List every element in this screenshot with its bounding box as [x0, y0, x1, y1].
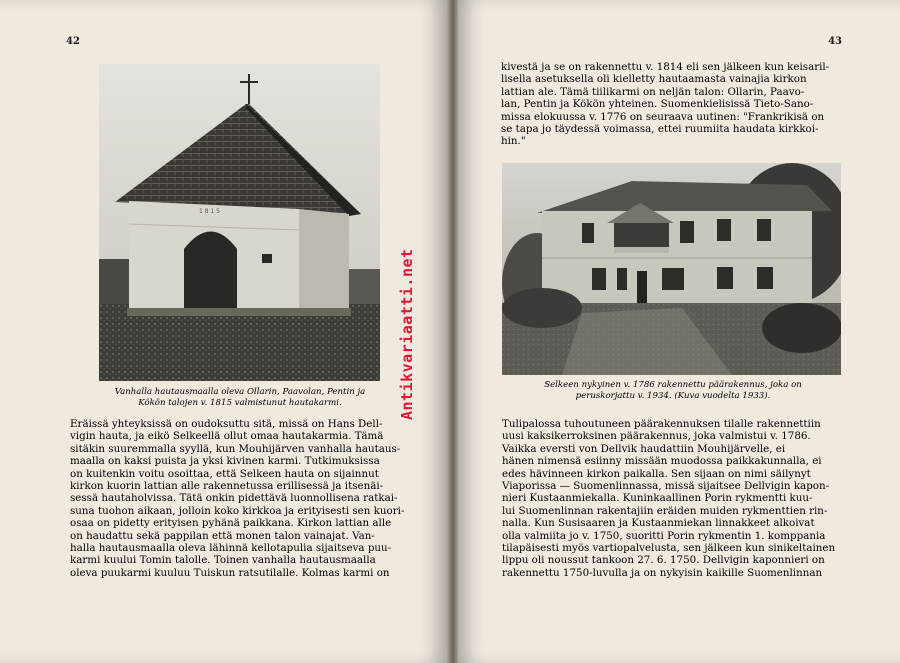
text-line: hin." — [501, 135, 526, 148]
text-line: on haudattu sekä pappilan että monen talon vainajat. Van- — [70, 529, 375, 542]
chapel-photo-drawing — [99, 64, 380, 381]
text-line: Tulipalossa tuhoutuneen päärakennuksen tilalle rakennettiin — [502, 418, 821, 430]
text-line: Eräissä yhteyksissä on oudoksuttu sitä, missä on Hans Dell- — [70, 418, 383, 430]
watermark: Antikvariaatti.net — [398, 248, 416, 420]
right-top-paragraph — [501, 61, 842, 148]
text-line: nalla. Kun Susisaaren ja Kustaanmiekan linnakkeet alkoivat — [502, 517, 815, 530]
text-line: rakennettu 1750-luvulla ja on nykyisin kaikille Suomenlinnan — [502, 566, 823, 579]
text-line: nieri Kustaanmiekalla. Kuninkaallinen Porin rykmentti kuu- — [502, 492, 813, 505]
text-line: se tapa jo täydessä voimassa, ettei ruumiita haudata kirkkoi- — [501, 123, 819, 136]
text-line: Vaikka eversti von Dellvik haudattiin Mouhijärvelle, ei — [502, 442, 786, 455]
caption-line: peruskorjattu v. 1934. (Kuva vuodelta 1933). — [575, 391, 771, 402]
caption-line: Selkeen nykyinen v. 1786 rakennettu päärakennus, joka on — [544, 380, 802, 390]
text-line: maalla on kaksi puista ja yksi kivinen karmi. Tutkimuksissa — [70, 455, 380, 468]
text-line: lippu oli noussut tankoon 27. 6. 1750. Dellvigin kaponnieri on — [502, 554, 825, 567]
text-line: hänen nimensä esiinny missään muodossa paikkakunnalla, ei — [502, 455, 822, 468]
text-line: kivestä ja se on rakennettu v. 1814 eli sen jälkeen kun keisaril- — [501, 61, 830, 73]
left-body-paragraph — [70, 418, 411, 579]
text-line: missa elokuussa v. 1776 on seuraava uutinen: "Frankrikisä on — [501, 110, 825, 123]
text-line: oleva puukarmi kuuluu Tuiskun ratsutilalle. Kolmas karmi on — [70, 566, 390, 579]
text-line: lui Suomenlinnan rakentajiin eräiden muiden rykmenttien rin- — [502, 504, 828, 517]
text-line: sitäkin suuremmalla syyllä, kun Mouhijärven vanhalla hautaus- — [70, 442, 401, 455]
page-number: 43 — [828, 36, 842, 47]
text-line: lan, Pentin ja Kökön yhteinen. Suomenkielisissä Tieto-Sano- — [501, 98, 814, 111]
house-photo-caption — [504, 380, 842, 402]
chapel-photo — [99, 64, 380, 381]
text-line: karmi kuului Tomin talolle. Toinen vanhalla hautausmaalla — [70, 554, 376, 567]
text-line: osaa on pidetty erityisen pyhänä paikkana. Kirkon lattian alle — [70, 517, 392, 530]
page-number: 42 — [66, 36, 80, 47]
text-line: lattian ale. Tämä tiilikarmi on neljän talon: Ollarin, Paavo- — [501, 85, 805, 98]
text-line: lisella asetuksella oli kielletty hautaamasta vainajia kirkon — [501, 73, 807, 86]
caption-line: Kökön talojen v. 1815 valmistunut hautakarmi. — [138, 398, 342, 409]
house-photo — [502, 163, 841, 375]
chapel-door-inscription: 1 8 1 5 — [199, 208, 220, 215]
text-line: halla hautausmaalla oleva lähinnä kellotapulia sijaitseva puu- — [70, 542, 392, 555]
house-photo-drawing — [502, 163, 841, 375]
chapel-photo-caption — [98, 387, 382, 409]
text-line: olla valmiita jo v. 1750, suoritti Porin rykmentin 1. komppania — [502, 529, 826, 542]
text-line: vigin hauta, ja eikö Selkeellä ollut omaa hautakarmia. Tämä — [70, 430, 384, 443]
right-bottom-paragraph — [502, 418, 844, 579]
text-line: sessä hautaholvissa. Tätä onkin pidettävä luonnollisena ratkai- — [70, 492, 398, 505]
text-line: on kuitenkin voitu osoittaa, että Selkeen hauta on sijainnut — [70, 467, 379, 480]
text-line: uusi kaksikerroksinen päärakennus, joka valmistui v. 1786. — [502, 430, 811, 443]
text-line: kirkon kuorin lattian alle rakennetussa erillisessä ja itsenäi- — [70, 480, 384, 493]
text-line: suna tuohon aikaan, jolloin koko kirkkoa ja erityisesti sen kuori- — [70, 504, 405, 517]
text-line: Viaporissa — Suomenlinnassa, missä sijaitsee Dellvigin kapon- — [502, 480, 830, 493]
caption-line: Vanhalla hautausmaalla oleva Ollarin, Paavolan, Pentin ja — [114, 387, 366, 397]
text-line: edes hävinneen kirkon paikalla. Sen sijaan on nimi säilynyt — [502, 467, 811, 480]
text-line: tilapäisesti myös vartiopalvelusta, sen jälkeen kun sinikeltainen — [502, 542, 836, 555]
